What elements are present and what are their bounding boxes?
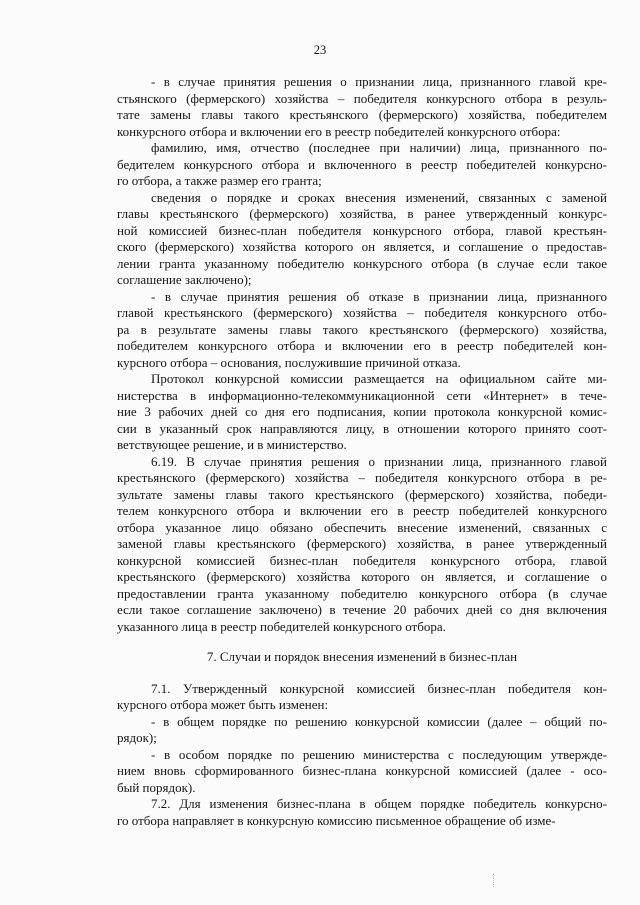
text-line: предоставлении гранта указанному победителю конкурсного отбора (в случае xyxy=(117,585,607,601)
text-line: ского (фермерского) хозяйства которого он является, и соглашение о предостав- xyxy=(117,239,607,254)
text-line: Протокол конкурсной комиссии размещается на официальном сайте ми- xyxy=(151,371,607,386)
text-line: рядок); xyxy=(117,730,157,745)
paragraph xyxy=(117,74,607,140)
text-line: главы крестьянского (фермерского) хозяйства, в ранее утвержденный конкурс- xyxy=(117,206,607,221)
text-line: конкурсной комиссией бизнес-план победителя конкурсного отбора, главой xyxy=(117,552,607,568)
text-line: нистерства в информационно-телекоммуникационной сети «Интернет» в тече- xyxy=(117,387,607,403)
text-line: стьянского (фермерского) хозяйства – победителя конкурсного отбора в резуль- xyxy=(117,90,607,106)
paragraph xyxy=(117,796,607,829)
paragraph xyxy=(117,190,607,289)
paragraph xyxy=(117,681,607,714)
text-line: сведения о порядке и сроках внесения изменений, связанных с заменой xyxy=(151,189,607,205)
text-line: соглашение заключено); xyxy=(117,272,252,287)
text-line: крестьянского (фермерского) хозяйства – победителя конкурсного отбора в ре- xyxy=(117,470,607,485)
text-line: указанного лица в реестр победителей конкурсного отбора. xyxy=(117,618,446,634)
text-line: конкурсного отбора и включении его в реестр победителей конкурсного отбора: xyxy=(117,123,561,139)
text-line: 7.1. Утвержденный конкурсной комиссией бизнес-план победителя кон- xyxy=(151,680,607,696)
text-line: сии в указанный срок направляются лицу, в отношении которого принято соот- xyxy=(117,420,607,436)
text-line: го отбора направляет в конкурсную комиссию письменное обращение об изме- xyxy=(117,812,556,828)
text-line: 6.19. В случае принятия решения о признании лица, признанного главой xyxy=(151,453,607,469)
text-line: зультате замены главы такого крестьянского (фермерского) хозяйства, победи- xyxy=(117,486,607,502)
document-body xyxy=(117,74,607,829)
text-line: если такое соглашение заключено) в течение 20 рабочих дней со дня включения xyxy=(117,602,607,617)
text-line: курсного отбора – основания, послужившие причиной отказа. xyxy=(117,354,461,370)
text-line: ние 3 рабочих дней со дня его подписания, копии протокола конкурсной комис- xyxy=(117,404,607,419)
text-line: курсного отбора может быть изменен: xyxy=(117,697,329,712)
paragraph xyxy=(117,289,607,372)
text-line: ветствующее решение, и в министерство. xyxy=(117,437,347,452)
page-number: 23 xyxy=(313,43,327,57)
text-line: бедителем конкурсного отбора и включенного в реестр победителей конкурсно- xyxy=(117,156,607,172)
text-line: нием вновь сформированного бизнес-плана конкурсной комиссией (далее - осо- xyxy=(117,763,607,778)
paragraph xyxy=(117,747,607,797)
text-line: 7.2. Для изменения бизнес-плана в общем порядке победитель конкурсно- xyxy=(151,796,607,811)
text-line: ной комиссией бизнес-план победителя конкурсного отбора, главой крестьян- xyxy=(117,222,607,238)
scan-artifact xyxy=(493,873,496,887)
text-line: - в особом порядке по решению министерства с последующим утвержде- xyxy=(151,746,607,762)
text-line: заменой главы крестьянского (фермерского) хозяйства, в ранее утвержденный xyxy=(117,536,607,551)
text-line: - в случае принятия решения о признании лица, признанного главой кре- xyxy=(151,74,607,89)
paragraph xyxy=(117,454,607,636)
text-line: фамилию, имя, отчество (последнее при наличии) лица, признанного по- xyxy=(151,140,607,155)
text-line: крестьянского (фермерского) хозяйства которого он является, и соглашение о xyxy=(117,569,607,584)
text-line: победителем конкурсного отбора и включении его в реестр победителей кон- xyxy=(117,338,607,353)
text-line: тате замены главы такого крестьянского (фермерского) хозяйства, победителем xyxy=(117,107,607,122)
paragraph xyxy=(117,371,607,454)
text-line: ра в результате замены главы такого крестьянского (фермерского) хозяйства, xyxy=(117,321,607,337)
text-line: отбора указанное лицо обязано обеспечить внесение изменений, связанных с xyxy=(117,519,607,535)
text-line: 7. Случаи и порядок внесения изменений в бизнес-план xyxy=(206,649,518,664)
text-line: телем конкурсного отбора и включении его в реестр победителей конкурсного xyxy=(117,503,607,518)
section-heading xyxy=(117,649,607,666)
text-line: главой крестьянского (фермерского) хозяйства – победителя конкурсного отбо- xyxy=(117,305,607,320)
text-line: - в общем порядке по решению конкурсной комиссии (далее – общий по- xyxy=(151,713,607,729)
text-line: го отбора, а также размер его гранта; xyxy=(117,173,322,188)
text-line: лении гранта указанному победителю конкурсного отбора (в случае если такое xyxy=(117,255,607,271)
text-line: бый порядок). xyxy=(117,779,196,795)
text-line: - в случае принятия решения об отказе в признании лица, признанного xyxy=(151,288,607,304)
paragraph xyxy=(117,140,607,190)
paragraph xyxy=(117,714,607,747)
